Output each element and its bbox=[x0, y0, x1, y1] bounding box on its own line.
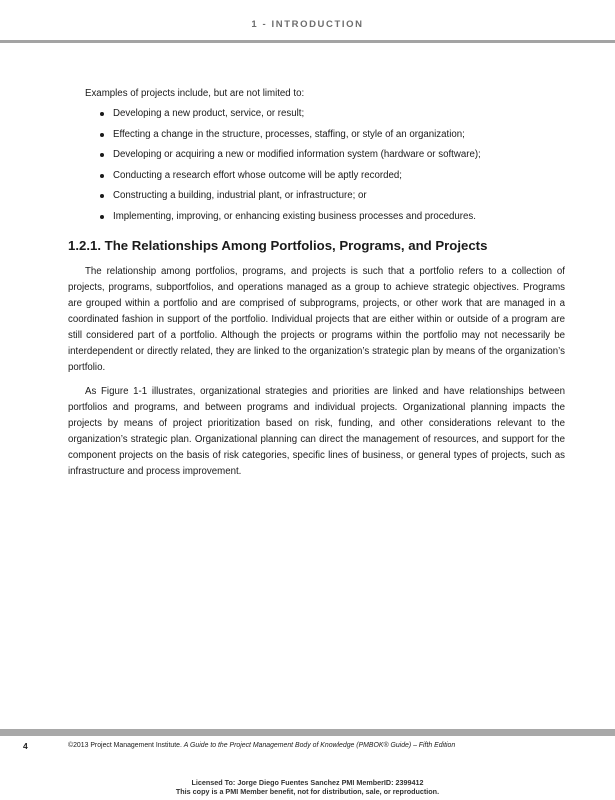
list-item bbox=[68, 168, 565, 184]
bullet-icon bbox=[100, 153, 104, 157]
copyright-text: ©2013 Project Management Institute. bbox=[68, 742, 182, 749]
list-item-text: Developing or acquiring a new or modified information system (hardware or software); bbox=[113, 149, 481, 160]
intro-text: Examples of projects include, but are not limited to: bbox=[85, 88, 305, 99]
page-body bbox=[68, 86, 565, 488]
body-paragraph: As Figure 1-1 illustrates, organizational strategies and priorities are linked and have relationships between portfolios and programs, and between programs and individual projects. Organizational planning impacts the projects by means of project prioritization based on risk, funding, and other considerations relevant to the organization’s strategic plan. Organizational planning can direct the management of resources, and support for the component projects on the basis of risk categories, specific lines of business, or general types of projects, such as infrastructure and process improvement. bbox=[68, 385, 565, 477]
list-item bbox=[68, 209, 565, 225]
project-examples-list bbox=[68, 106, 565, 225]
license-line: Licensed To: Jorge Diego Fuentes Sanchez PMI MemberID: 2399412 bbox=[191, 778, 424, 787]
list-item-text: Developing a new product, service, or result; bbox=[113, 108, 305, 119]
list-item bbox=[68, 188, 565, 204]
list-item bbox=[68, 106, 565, 122]
header-rule bbox=[0, 40, 615, 43]
list-item-text: Implementing, improving, or enhancing existing business processes and procedures. bbox=[113, 210, 476, 222]
list-item bbox=[68, 127, 565, 143]
list-item-text: Constructing a building, industrial plant, or infrastructure; or bbox=[113, 190, 367, 201]
page-number: 4 bbox=[23, 741, 28, 751]
section-heading: 1.2.1. The Relationships Among Portfolios, Programs, and Projects bbox=[68, 237, 488, 253]
license-line: This copy is a PMI Member benefit, not for distribution, sale, or reproduction. bbox=[175, 786, 440, 796]
bullet-icon bbox=[100, 174, 104, 178]
list-item-text: Effecting a change in the structure, processes, staffing, or style of an organization; bbox=[113, 128, 465, 140]
running-header: 1 - INTRODUCTION bbox=[251, 19, 364, 30]
book-title: A Guide to the Project Management Body of Knowledge (PMBOK® Guide) – Fifth Edition bbox=[183, 742, 456, 749]
bullet-icon bbox=[100, 133, 104, 137]
footer-rule bbox=[0, 729, 615, 736]
body-paragraph: The relationship among portfolios, programs, and projects is such that a portfolio refers to a collection of projects, programs, subportfolios, and operations managed as a group to achieve strategic objectives. Programs are grouped within a portfolio and are comprised of subprograms, projects, or other work that are managed in a coordinated fashion in support of the portfolio. Individual projects that are either within or outside of a program are still considered part of a portfolio. Although the projects or programs within the portfolio may not necessarily be interdependent or directly related, they are linked to the organization’s strategic plan by means of the organization’s portfolio. bbox=[68, 265, 565, 373]
list-item-text: Conducting a research effort whose outcome will be aptly recorded; bbox=[113, 169, 402, 181]
list-item bbox=[68, 147, 565, 163]
license-notice bbox=[0, 779, 615, 796]
bullet-icon bbox=[100, 112, 104, 116]
bullet-icon bbox=[100, 194, 104, 198]
bullet-icon bbox=[100, 215, 104, 219]
footer-citation bbox=[68, 742, 455, 749]
